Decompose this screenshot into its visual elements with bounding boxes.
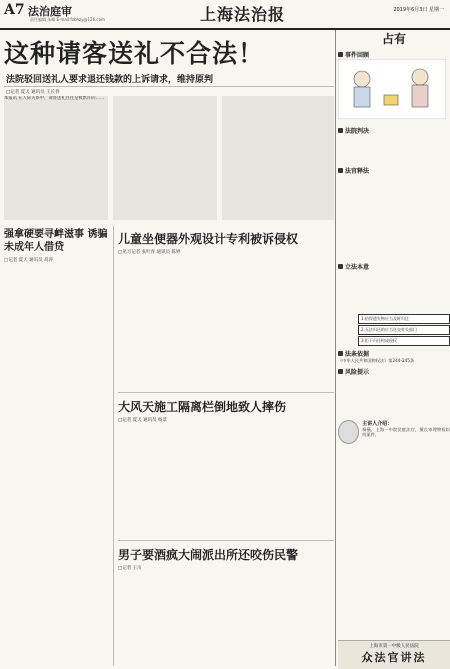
sidebar-column: [338, 30, 450, 668]
judge-explanation-text: [338, 175, 450, 259]
risk-warning-text: [338, 376, 450, 416]
editors-line: 责任编辑 朱峰 E-mail:fzbhzy@126.com: [30, 17, 105, 22]
section-marker-icon: [338, 128, 343, 133]
court-name: 上海市第一中级人民法院: [369, 644, 419, 649]
lead-subtitle: 法院驳回送礼人要求退还钱款的上诉请求，维持原判: [6, 75, 214, 85]
sidebar-section-heading: 风险提示: [338, 367, 450, 376]
article-2-title: 儿童坐便器外观设计专利被诉侵权: [118, 232, 299, 246]
host-box: [338, 420, 450, 444]
host-avatar: [338, 420, 359, 444]
flow-step: 3.拒不归还构成侵权: [358, 336, 450, 346]
sidebar-title: 占有: [381, 32, 406, 46]
article-4-column-2: [228, 572, 334, 666]
article-1-byline: □记者 夏天 通讯员 高涛: [4, 258, 54, 263]
section-marker-icon: [338, 264, 343, 269]
date-line: 2019年6月3日 星期一: [393, 7, 444, 13]
masthead: 上海法治报: [200, 5, 286, 24]
flowchart: [338, 314, 450, 346]
judgment-text: [338, 135, 450, 163]
lead-column-2: [113, 96, 217, 220]
article-4-column-1: [118, 572, 222, 666]
section-marker-icon: [338, 52, 343, 57]
lead-column-1: [4, 96, 108, 220]
law-citation: 《中华人民共和国物权法》第244-245条: [338, 358, 415, 363]
sidebar-section-heading: 法院判决: [338, 126, 450, 135]
lead-title: 这种请客送礼不合法！: [4, 39, 265, 68]
article-4-title: 男子要酒疯大闹派出所还咬伤民警: [118, 548, 299, 562]
column-banner: [338, 640, 450, 669]
legislative-intent-text: [338, 271, 450, 313]
page-header: [0, 0, 450, 30]
lead-byline: □记者 夏天 通讯员 王长春: [6, 90, 60, 95]
sidebar-section-heading: 事件回顾: [338, 50, 450, 59]
article-3-column-2: [228, 424, 334, 536]
sidebar-section-heading: 立法本意: [338, 262, 450, 271]
lead-body: 本报讯 在人际关系中，请客送礼往往是被默许的……: [4, 96, 105, 101]
section-marker-icon: [338, 369, 343, 374]
article-1-title: 强拿硬要寻衅滋事 诱骗未成年人借贷: [4, 229, 108, 253]
article-3-title: 大风天施工隔离栏倒地致人摔伤: [118, 400, 287, 414]
column-name: 众法官讲法: [361, 651, 427, 664]
article-4-byline: □记者 王川: [118, 566, 142, 571]
page-number: A7: [4, 2, 25, 18]
article-3-column-1: [118, 424, 222, 536]
section-marker-icon: [338, 168, 343, 173]
flow-step: 1.拾得遗失物应当及时归还: [358, 314, 450, 324]
sidebar-section-heading: 法官释法: [338, 166, 450, 175]
lead-column-3: [222, 96, 334, 220]
article-1-body: [4, 264, 110, 664]
article-3-byline: □记者 夏天 通讯员 杨景: [118, 418, 168, 423]
flow-step: 2.无法归还的应当送交有关部门: [358, 325, 450, 335]
article-2-column-2: [228, 256, 334, 388]
host-text: 杨薇，上海一中院民庭法官，擅长审理物权纠纷案件。: [362, 426, 450, 438]
article-2-byline: □见习记者 张叶青 通讯员 陈婷: [118, 250, 181, 255]
section-name: 法治庭审: [28, 5, 72, 18]
section-marker-icon: [338, 351, 343, 356]
cartoon-illustration: [338, 59, 446, 123]
article-2-column-1: [118, 256, 222, 388]
sidebar-section-heading: 法条依据: [338, 349, 450, 358]
host-label: 主讲人介绍：: [362, 420, 393, 427]
